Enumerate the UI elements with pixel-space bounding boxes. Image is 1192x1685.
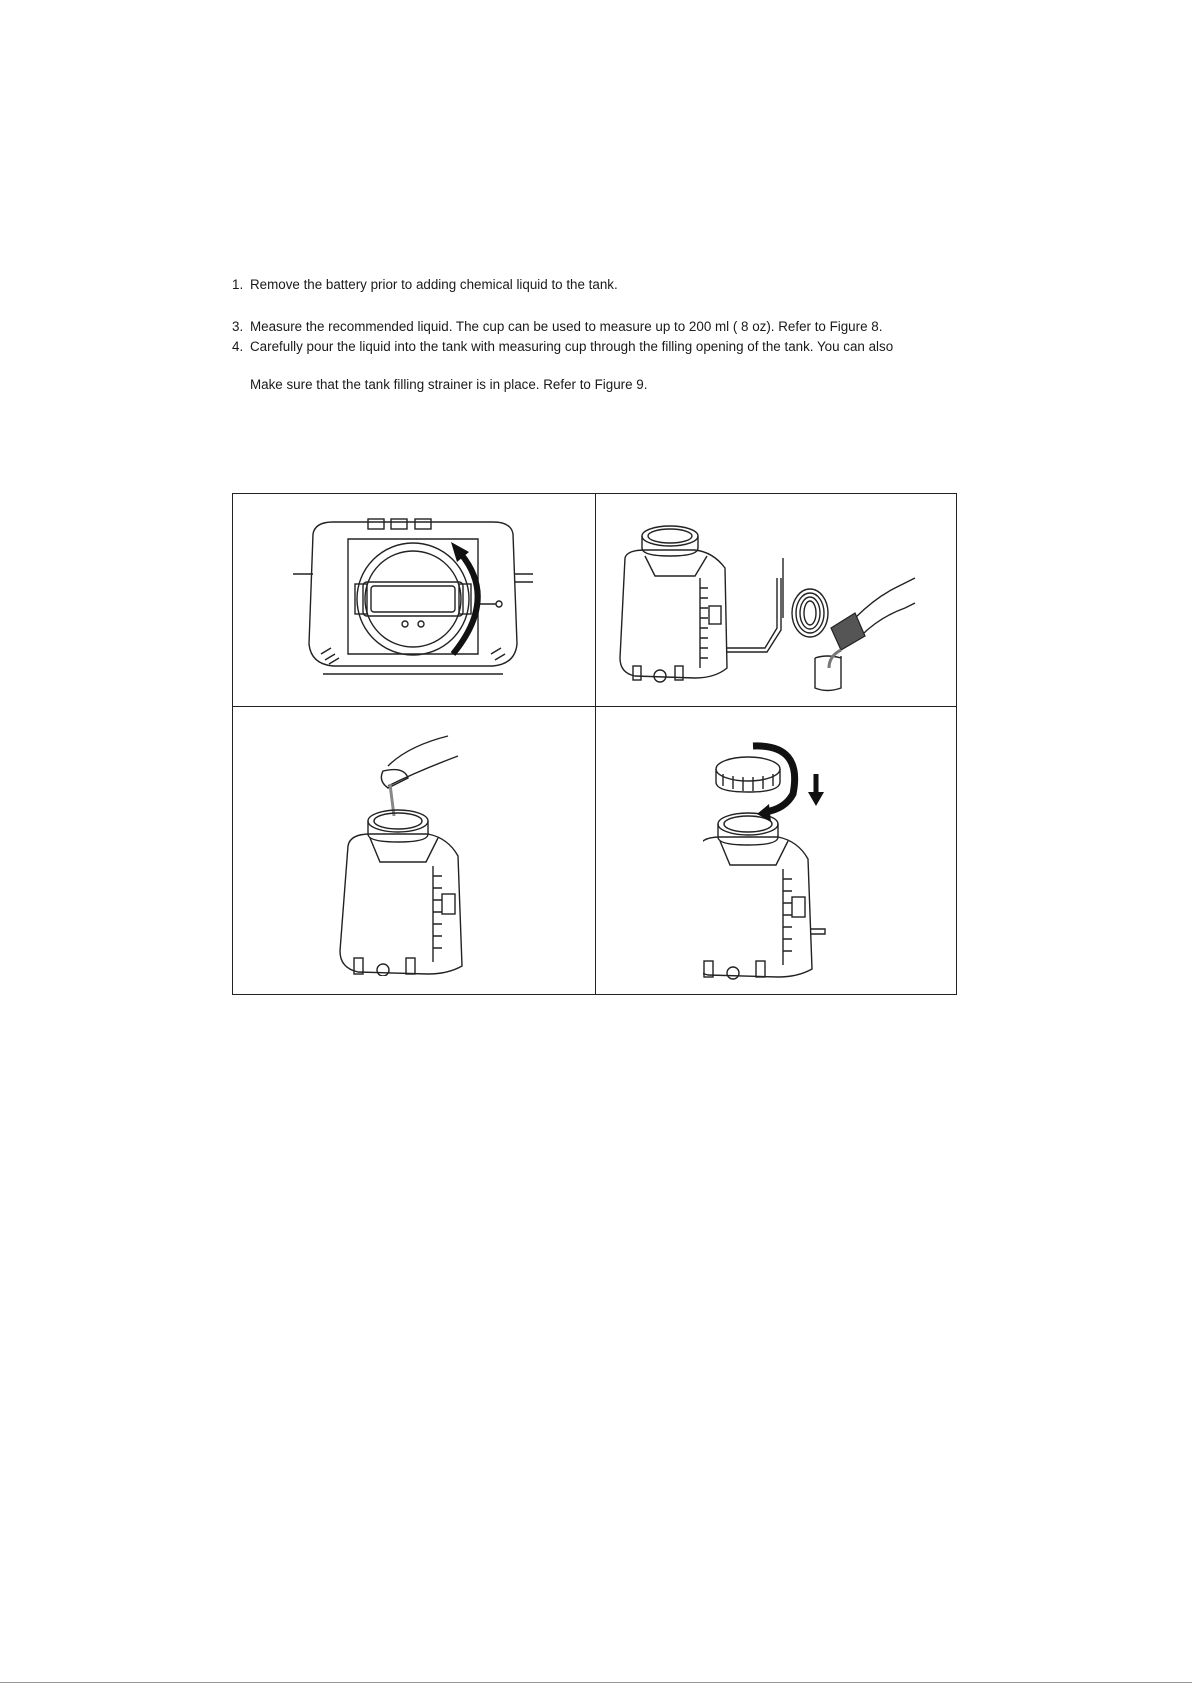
step-1 — [232, 276, 618, 293]
step-3 — [232, 318, 882, 335]
step-number: 4. — [232, 339, 244, 354]
close-tank-cap-icon — [703, 734, 863, 984]
figure-measure-liquid — [615, 518, 935, 693]
page-edge-rule — [0, 1682, 1192, 1683]
figure-close-cap — [703, 734, 863, 984]
pour-into-tank-icon — [328, 726, 488, 976]
grid-divider-horizontal — [233, 706, 956, 707]
battery-rotate-icon — [293, 514, 533, 684]
step-4 — [232, 338, 893, 355]
step-number: 1. — [232, 277, 244, 292]
measure-liquid-icon — [615, 518, 935, 693]
figure-pour-into-tank — [328, 726, 488, 976]
step-text: Remove the battery prior to adding chemical liquid to the tank. — [250, 277, 618, 292]
step-number: 3. — [232, 319, 244, 334]
step-text: Measure the recommended liquid. The cup can be used to measure up to 200 ml ( 8 oz). Refer to Figure 8. — [250, 319, 883, 334]
grid-divider-vertical — [595, 494, 596, 994]
step-4-continuation — [250, 376, 647, 393]
step-text: Carefully pour the liquid into the tank with measuring cup through the filling opening of the tank. You can also — [250, 339, 894, 354]
step-text: Make sure that the tank filling strainer is in place. Refer to Figure 9. — [250, 377, 648, 392]
figure-grid — [232, 493, 957, 995]
figure-battery-compartment — [293, 514, 533, 684]
